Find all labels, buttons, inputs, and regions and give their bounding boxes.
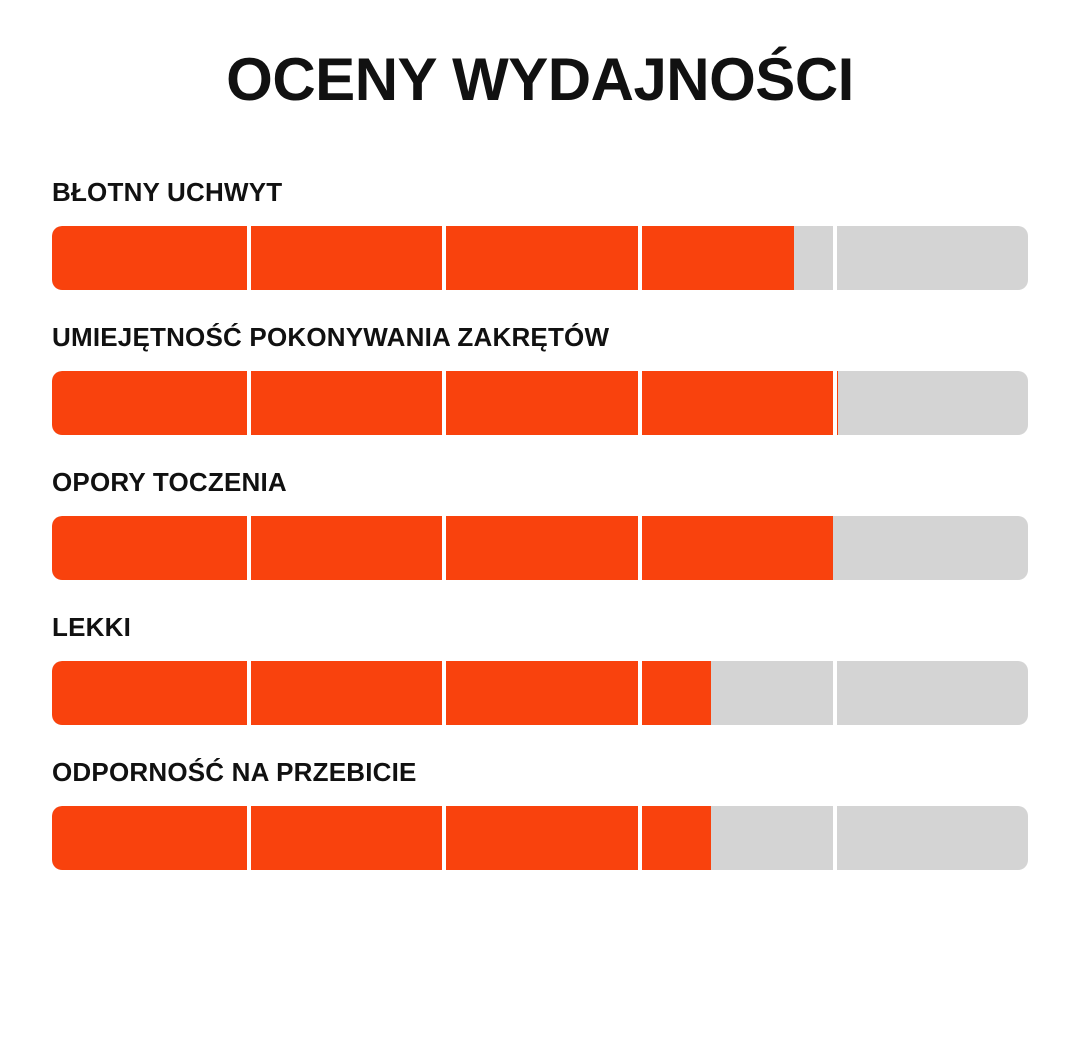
rating-label-2: OPORY TOCZENIA: [52, 467, 287, 497]
segment-divider: [833, 371, 837, 435]
segment-divider: [638, 226, 642, 290]
list-item: [52, 467, 1028, 580]
segment-divider: [442, 371, 446, 435]
segment-divider: [442, 516, 446, 580]
segment-divider: [442, 806, 446, 870]
rating-label-3: LEKKI: [52, 612, 131, 642]
rating-bar-fill-4: [52, 806, 711, 870]
rating-bar-4: [52, 806, 1028, 870]
segment-divider: [247, 806, 251, 870]
segment-divider: [833, 226, 837, 290]
rating-label-4: ODPORNOŚĆ NA PRZEBICIE: [52, 757, 417, 787]
rating-bar-fill-3: [52, 661, 711, 725]
page-title: OCENY WYDAJNOŚCI: [226, 46, 854, 113]
segment-divider: [247, 516, 251, 580]
list-item: [52, 612, 1028, 725]
rating-bar-3: [52, 661, 1028, 725]
segment-divider: [247, 661, 251, 725]
segment-divider: [247, 226, 251, 290]
segment-divider: [638, 516, 642, 580]
rating-bar-0: [52, 226, 1028, 290]
segment-divider: [442, 661, 446, 725]
list-item: [52, 177, 1028, 290]
segment-divider: [833, 806, 837, 870]
rating-bar-fill-0: [52, 226, 794, 290]
segment-divider: [638, 806, 642, 870]
segment-divider: [638, 661, 642, 725]
rating-label-1: UMIEJĘTNOŚĆ POKONYWANIA ZAKRĘTÓW: [52, 322, 610, 352]
list-item: [52, 757, 1028, 870]
rating-label-0: BŁOTNY UCHWYT: [52, 177, 283, 207]
segment-divider: [638, 371, 642, 435]
segment-divider: [833, 661, 837, 725]
rating-bar-2: [52, 516, 1028, 580]
rating-bar-1: [52, 371, 1028, 435]
list-item: [52, 322, 1028, 435]
ratings-list: [0, 177, 1080, 870]
segment-divider: [442, 226, 446, 290]
segment-divider: [247, 371, 251, 435]
